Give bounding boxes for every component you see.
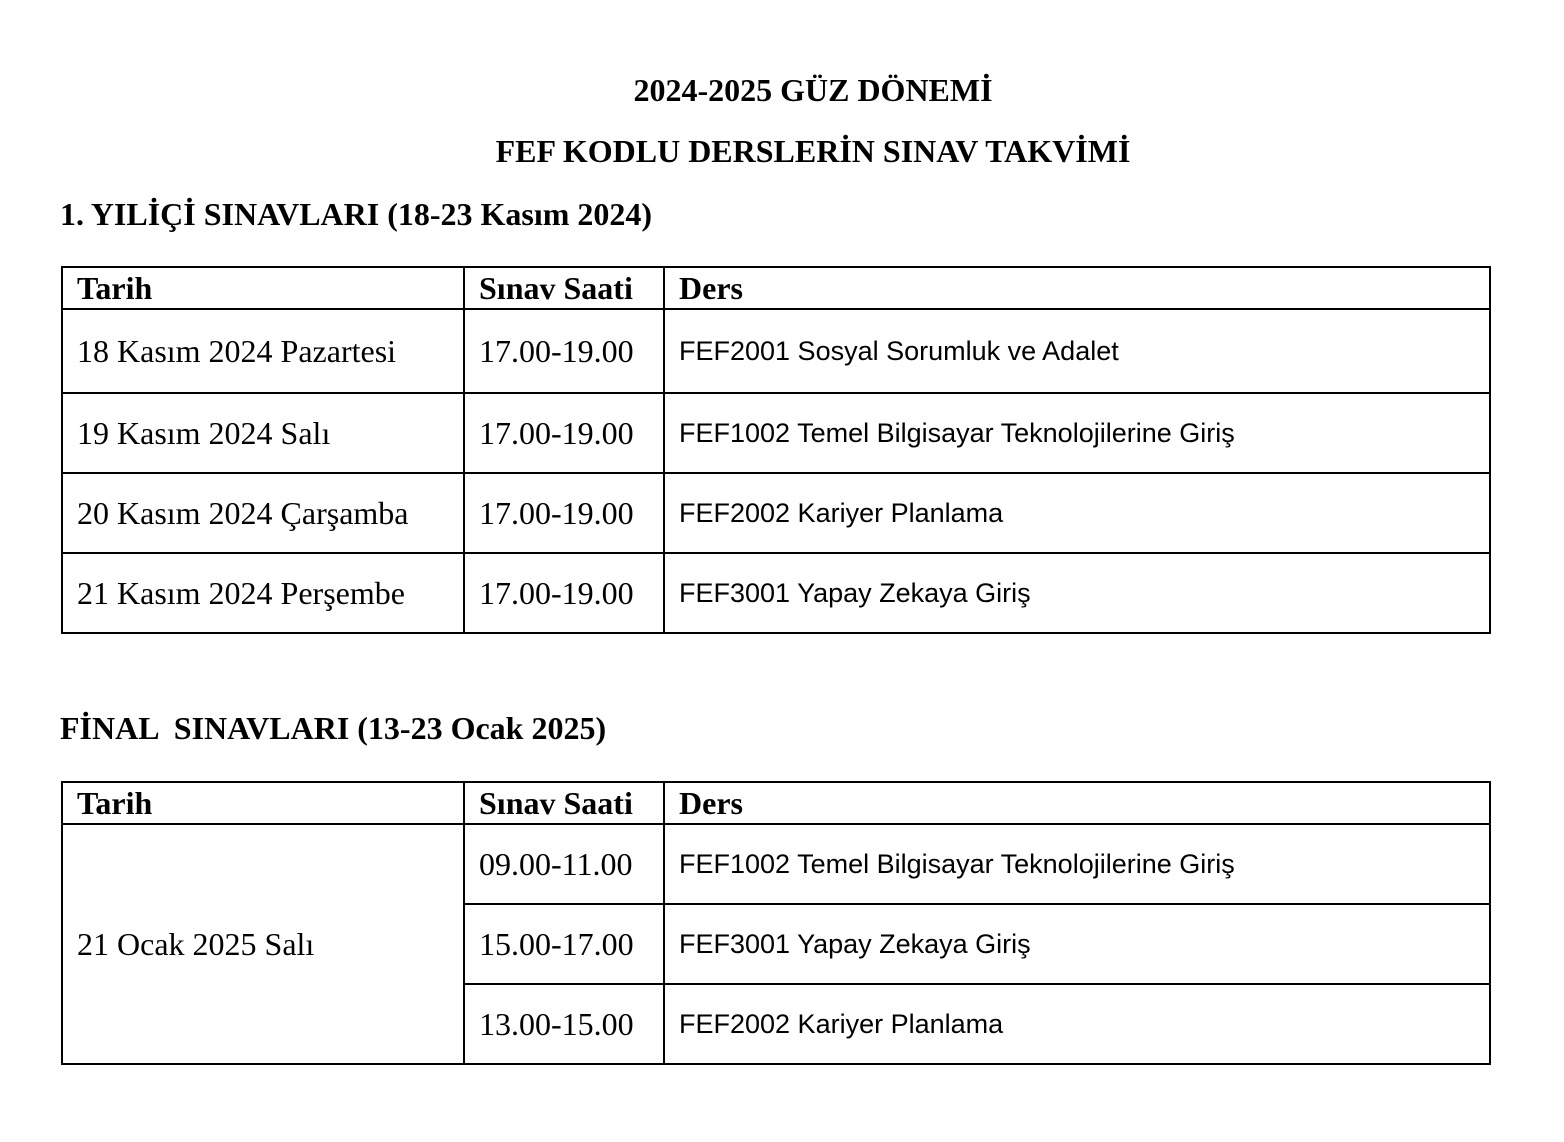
exam-date: 18 Kasım 2024 Pazartesi <box>62 309 464 393</box>
exam-course: FEF3001 Yapay Zekaya Giriş <box>664 904 1490 984</box>
column-header-time: Sınav Saati <box>464 267 664 309</box>
table-row <box>62 473 1490 553</box>
column-header-course: Ders <box>664 267 1490 309</box>
column-header-course: Ders <box>664 782 1490 824</box>
exam-time: 15.00-17.00 <box>464 904 664 984</box>
document-subtitle: FEF KODLU DERSLERİN SINAV TAKVİMİ <box>495 133 1131 169</box>
table-header-row <box>62 267 1490 309</box>
column-header-date: Tarih <box>62 267 464 309</box>
table-row <box>62 393 1490 473</box>
midterms-table <box>61 266 1491 634</box>
exam-time: 17.00-19.00 <box>464 393 664 473</box>
exam-date: 21 Kasım 2024 Perşembe <box>62 553 464 633</box>
exam-time: 09.00-11.00 <box>464 824 664 904</box>
exam-time: 17.00-19.00 <box>464 553 664 633</box>
finals-heading: FİNAL SINAVLARI (13-23 Ocak 2025) <box>60 710 607 746</box>
exam-time: 13.00-15.00 <box>464 984 664 1064</box>
exam-date: 21 Ocak 2025 Salı <box>62 824 464 1064</box>
midterms-heading: 1. YILİÇİ SINAVLARI (18-23 Kasım 2024) <box>60 196 653 232</box>
table-header-row <box>62 782 1490 824</box>
exam-course: FEF2002 Kariyer Planlama <box>664 984 1490 1064</box>
table-row <box>62 824 1490 904</box>
exam-course: FEF2002 Kariyer Planlama <box>664 473 1490 553</box>
table-row <box>62 309 1490 393</box>
exam-date: 19 Kasım 2024 Salı <box>62 393 464 473</box>
column-header-date: Tarih <box>62 782 464 824</box>
table-row <box>62 553 1490 633</box>
exam-date: 20 Kasım 2024 Çarşamba <box>62 473 464 553</box>
exam-course: FEF3001 Yapay Zekaya Giriş <box>664 553 1490 633</box>
finals-table <box>61 781 1491 1065</box>
exam-course: FEF2001 Sosyal Sorumluk ve Adalet <box>664 309 1490 393</box>
exam-time: 17.00-19.00 <box>464 309 664 393</box>
document-title: 2024-2025 GÜZ DÖNEMİ <box>633 72 993 108</box>
exam-course: FEF1002 Temel Bilgisayar Teknolojilerine Giriş <box>664 393 1490 473</box>
exam-course: FEF1002 Temel Bilgisayar Teknolojilerine Giriş <box>664 824 1490 904</box>
column-header-time: Sınav Saati <box>464 782 664 824</box>
exam-time: 17.00-19.00 <box>464 473 664 553</box>
